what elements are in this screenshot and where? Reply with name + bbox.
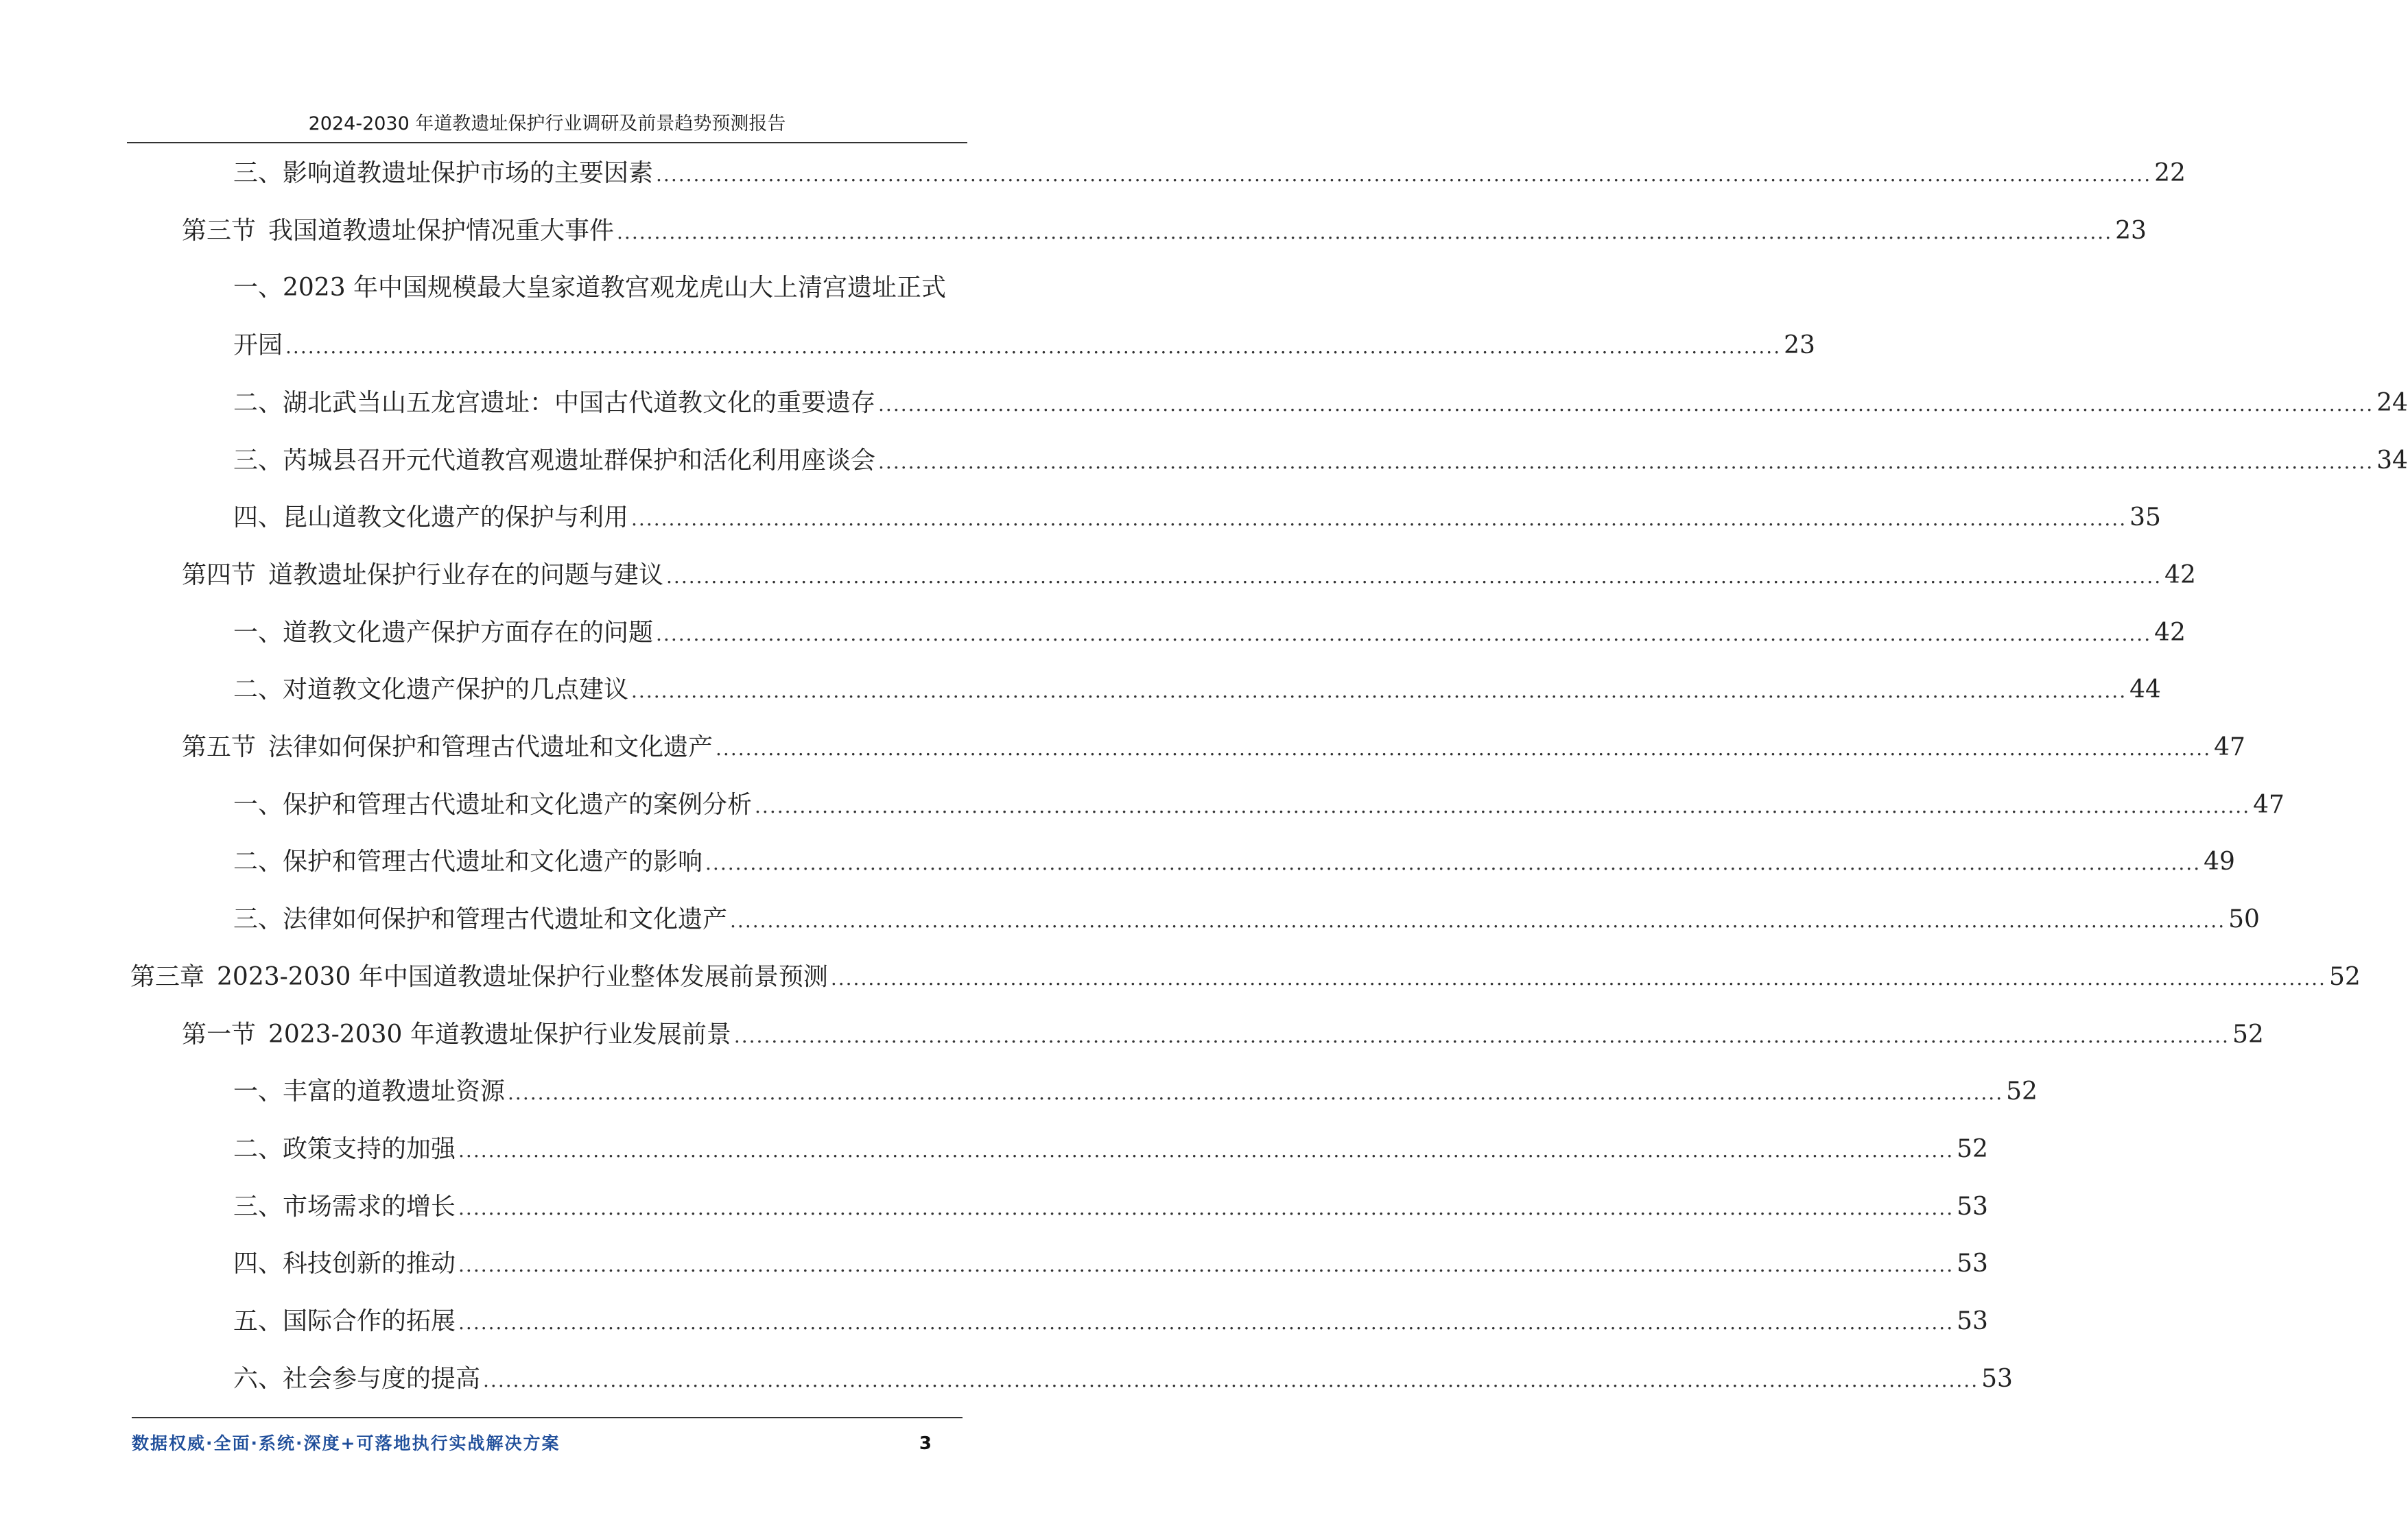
toc-leader-dots: ........................................................................................................................................................................................................	[285, 335, 1782, 359]
toc-entry[interactable]	[130, 960, 2361, 994]
toc-leader-dots: ........................................................................................................................................................................................................	[716, 737, 2212, 760]
toc-entry-prefix: 第一节	[182, 1020, 257, 1049]
toc-leader-dots: ........................................................................................................................................................................................................	[878, 450, 2374, 473]
toc-entry-prefix: 一、道教文化遗产保护方面存在的问题	[233, 618, 654, 647]
toc-entry-title: 法律如何保护和管理古代遗址和文化遗产	[268, 733, 713, 761]
toc-leader-dots: ........................................................................................................................................................................................................	[656, 622, 2152, 645]
toc-entry-title: 道教遗址保护行业存在的问题与建议	[268, 560, 664, 589]
toc-entry-page-number: 42	[2154, 618, 2186, 647]
toc-entry-page-number: 47	[2214, 733, 2245, 761]
toc-entry-prefix: 第四节	[182, 560, 257, 589]
toc-entry-prefix: 三、影响道教遗址保护市场的主要因素	[233, 159, 654, 187]
toc-entry-page-number: 53	[1957, 1307, 1988, 1335]
footer-slogan: 数据权威·全面·系统·深度+可落地执行实战解决方案	[132, 1433, 560, 1453]
toc-entry[interactable]	[233, 1132, 1988, 1167]
toc-entry[interactable]	[233, 1304, 1988, 1339]
toc-entry-page-number: 50	[2228, 905, 2260, 934]
toc-entry-page-number: 23	[1784, 331, 1815, 360]
footer-divider	[132, 1417, 963, 1418]
toc-leader-dots: ........................................................................................................................................................................................................	[705, 852, 2202, 875]
toc-entry-page-number: 34	[2376, 446, 2408, 475]
toc-entry[interactable]	[233, 1362, 2013, 1396]
toc-leader-dots: ........................................................................................................................................................................................................	[733, 1024, 2230, 1047]
toc-entry[interactable]	[233, 1247, 1988, 1281]
toc-entry[interactable]	[233, 1075, 2038, 1109]
toc-entry-label	[233, 1132, 456, 1167]
toc-entry-page-number: 24	[2376, 388, 2408, 417]
toc-entry[interactable]	[182, 214, 2147, 248]
toc-entry-page-number: 52	[2006, 1077, 2038, 1106]
toc-leader-dots: ........................................................................................................................................................................................................	[666, 564, 2162, 588]
toc-entry-prefix: 四、科技创新的推动	[233, 1250, 456, 1278]
toc-entry-prefix: 第三节	[182, 216, 257, 245]
toc-entry-label	[233, 271, 946, 305]
page-header-title: 2024-2030 年道教遗址保护行业调研及前景趋势预测报告	[308, 113, 786, 134]
toc-leader-dots: ........................................................................................................................................................................................................	[617, 220, 2113, 243]
toc-entry-page-number: 44	[2129, 676, 2161, 704]
toc-entry-prefix: 二、湖北武当山五龙宫遗址：中国古代道教文化的重要遗存	[233, 388, 876, 417]
toc-entry-label	[233, 1362, 480, 1396]
toc-entry-label	[233, 329, 283, 363]
toc-entry[interactable]	[182, 730, 2245, 765]
toc-entry[interactable]	[233, 903, 2260, 937]
toc-entry[interactable]	[182, 1018, 2264, 1052]
toc-entry[interactable]	[233, 1190, 1988, 1224]
toc-entry[interactable]	[233, 501, 2161, 535]
toc-leader-dots: ........................................................................................................................................................................................................	[730, 909, 2226, 933]
toc-entry-page-number: 52	[2328, 962, 2361, 991]
toc-entry-label	[233, 903, 727, 937]
toc-entry-title: 2023-2030 年道教遗址保护行业发展前景	[268, 1020, 731, 1049]
toc-entry-prefix: 三、法律如何保护和管理古代遗址和文化遗产	[233, 905, 728, 934]
toc-entry[interactable]	[182, 558, 2196, 593]
toc-leader-dots: ........................................................................................................................................................................................................	[631, 680, 2127, 703]
toc-entry[interactable]	[233, 271, 946, 305]
toc-entry-page-number: 22	[2154, 159, 2186, 187]
toc-leader-dots: ........................................................................................................................................................................................................	[755, 794, 2251, 818]
toc-entry[interactable]	[233, 444, 2408, 478]
toc-entry-prefix: 三、芮城县召开元代道教宫观遗址群保护和活化利用座谈会	[233, 446, 876, 475]
toc-entry-prefix: 四、昆山道教文化遗产的保护与利用	[233, 503, 629, 532]
toc-entry-label	[182, 558, 663, 593]
toc-entry-page-number: 23	[2115, 216, 2147, 245]
toc-entry-page-number: 52	[2232, 1020, 2264, 1049]
toc-entry-page-number: 53	[1957, 1250, 1988, 1278]
toc-entry-label	[130, 960, 828, 994]
toc-entry-page-number: 53	[1957, 1192, 1988, 1221]
toc-entry-page-number: 47	[2253, 790, 2285, 819]
toc-entry-prefix: 第五节	[182, 733, 257, 761]
toc-entry-prefix: 一、2023 年中国规模最大皇家道教宫观龙虎山大上清宫遗址正式	[233, 274, 947, 302]
toc-entry-prefix: 一、保护和管理古代遗址和文化遗产的案例分析	[233, 790, 753, 819]
toc-entry-label	[233, 444, 875, 478]
toc-entry-label	[233, 673, 628, 707]
toc-entry-label	[233, 845, 703, 879]
toc-entry-label	[182, 730, 713, 765]
toc-entry-label	[233, 386, 875, 420]
toc-entry-prefix: 一、丰富的道教遗址资源	[233, 1077, 506, 1106]
toc-entry[interactable]	[233, 673, 2161, 707]
toc-entry-prefix: 二、政策支持的加强	[233, 1134, 456, 1163]
toc-entry-prefix: 六、社会参与度的提高	[233, 1364, 481, 1393]
toc-entry-prefix: 第三章	[130, 962, 205, 991]
toc-entry-label	[233, 1247, 456, 1281]
toc-entry-prefix: 二、保护和管理古代遗址和文化遗产的影响	[233, 848, 703, 876]
header-divider	[127, 142, 967, 143]
toc-entry-title: 我国道教遗址保护情况重大事件	[268, 216, 615, 245]
toc-entry[interactable]	[233, 788, 2285, 822]
toc-entry-page-number: 52	[1957, 1134, 1988, 1163]
toc-leader-dots: ........................................................................................................................................................................................................	[878, 392, 2374, 416]
toc-leader-dots: ........................................................................................................................................................................................................	[483, 1368, 1979, 1392]
toc-entry[interactable]	[233, 616, 2186, 650]
toc-entry-prefix: 开园	[233, 331, 283, 360]
toc-entry-label	[233, 501, 628, 535]
toc-entry[interactable]	[233, 329, 1815, 363]
toc-entry-prefix: 三、市场需求的增长	[233, 1192, 456, 1221]
toc-entry-label	[233, 1075, 505, 1109]
toc-leader-dots: ........................................................................................................................................................................................................	[458, 1311, 1955, 1334]
toc-entry-page-number: 49	[2204, 848, 2235, 876]
toc-entry[interactable]	[233, 845, 2235, 879]
toc-leader-dots: ........................................................................................................................................................................................................	[458, 1196, 1955, 1219]
toc-entry-page-number: 35	[2129, 503, 2161, 532]
toc-entry-label	[233, 156, 653, 191]
toc-entry-label	[233, 1304, 456, 1339]
toc-leader-dots: ........................................................................................................................................................................................................	[508, 1082, 2004, 1105]
toc-entry-label	[233, 616, 653, 650]
toc-entry-prefix: 二、对道教文化遗产保护的几点建议	[233, 676, 629, 704]
toc-leader-dots: ........................................................................................................................................................................................................	[830, 966, 2326, 990]
toc-leader-dots: ........................................................................................................................................................................................................	[631, 508, 2127, 531]
toc-entry-page-number: 42	[2164, 560, 2196, 589]
footer-page-number: 3	[919, 1433, 932, 1454]
toc-leader-dots: ........................................................................................................................................................................................................	[458, 1254, 1955, 1277]
toc-entry-label	[233, 1190, 456, 1224]
toc-entry-label	[182, 214, 614, 248]
toc-entry-label	[233, 788, 752, 822]
toc-entry-label	[182, 1018, 731, 1052]
toc-entry-page-number: 53	[1981, 1364, 2013, 1393]
toc-leader-dots: ........................................................................................................................................................................................................	[458, 1138, 1955, 1162]
toc-entry-prefix: 五、国际合作的拓展	[233, 1307, 456, 1335]
toc-leader-dots: ........................................................................................................................................................................................................	[656, 163, 2152, 186]
toc-entry[interactable]	[233, 386, 2408, 420]
toc-entry[interactable]	[233, 156, 2186, 191]
toc-entry-title: 2023-2030 年中国道教遗址保护行业整体发展前景预测	[217, 962, 828, 991]
